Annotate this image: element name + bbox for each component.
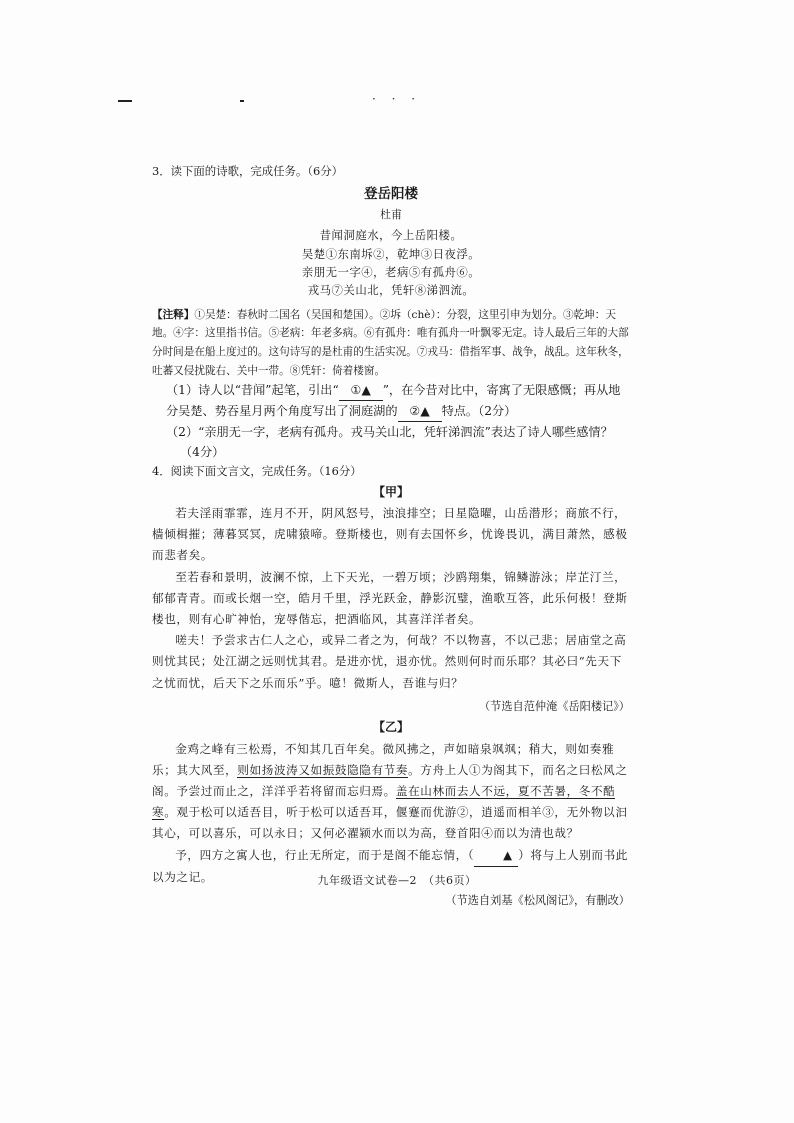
- exam-content: [152, 162, 630, 911]
- section-yi-mark: 【乙】: [372, 720, 409, 735]
- scan-dots: · · ·: [372, 92, 422, 106]
- question-3-2: （2）“亲朋无一字，老病有孤舟。戎马关山北，凭轩涕泗流”表达了诗人哪些感情？: [166, 425, 613, 440]
- question-text: （1）诗人以“昔闻”起笔，引出“: [166, 383, 339, 398]
- question-3-heading: 3．读下面的诗歌，完成任务。（6分）: [152, 164, 344, 178]
- poem-line: 吴楚①东南坼②，乾坤③日夜浮。: [301, 246, 481, 261]
- scan-mark: [118, 100, 132, 102]
- notes-text: ①吴楚：春秋时二国名（吴国和楚国）。②坼（chè）：分裂，这里引申为划分。③乾坤：天地。④字：这里指书信。⑤老病：年老多病。⑥有孤舟：唯有孤舟一叶飘零无定。诗人最后三年的大部分时间是在船上度过的。这句诗写的是杜甫的生活实况。⑦戎马：借指军事、战争，战乱。这年秋冬，吐蕃又侵扰陇右、关中一带。⑧凭轩：倚着楼窗。: [152, 308, 629, 377]
- poem-title: 登岳阳楼: [364, 186, 418, 203]
- poem-author: 杜甫: [380, 207, 402, 221]
- yi-source: （节选自刘基《松风阁记》，有删改）: [445, 894, 630, 908]
- underlined-sentence-2: 盖在山林而去人不远，夏不苦暑，冬不酷寒: [152, 784, 616, 820]
- jia-source: （节选自范仲淹《岳阳楼记》）: [478, 699, 630, 713]
- poem-notes: [152, 306, 630, 380]
- answer-blank-3[interactable]: ▲: [474, 845, 518, 867]
- answer-blank-2[interactable]: ②▲: [398, 401, 442, 422]
- poem-line: 亲朋无一字④，老病⑤有孤舟⑥。: [301, 265, 481, 280]
- section-jia-mark: 【甲】: [372, 484, 409, 499]
- question-text: 特点。（2分）: [441, 404, 517, 419]
- question-3-1: [152, 380, 630, 422]
- poem-line: 戎马⑦关山北，凭轩⑧涕泗流。: [307, 283, 475, 298]
- question-3-2-score: （4分）: [180, 445, 225, 460]
- passage-text: 。方舟上人①为阁其下，而名之曰松风之阁。予尝过而止之，洋洋乎若将留而忘归焉。: [152, 762, 628, 799]
- yi-paragraph-1: [152, 739, 630, 845]
- passage-text: 。观于松可以适吾目，听于松可以适吾耳，偃蹇而优游②，逍遥而相羊③，无外物以汩其心，可以喜乐，可以永日；又何必濯颍水而以为高，登首阳④而以为清也哉？: [152, 805, 628, 841]
- passage-text: ）将与上人别而书此以为之记。: [152, 847, 628, 884]
- scan-mark: [240, 100, 244, 102]
- question-text: ”，在今昔对比中，寄寓了无限感慨；再从地分吴楚、势吞星月两个角度写出了洞庭湖的: [166, 383, 621, 419]
- question-4-heading: 4．阅读下面文言文，完成任务。（16分）: [152, 464, 362, 479]
- poem-line: 昔闻洞庭水，今上岳阳楼。: [319, 228, 463, 243]
- jia-paragraph: 嗟夫！予尝求古仁人之心，或异二者之为，何哉？不以物喜，不以己悲；居庙堂之高则忧其民；处江湖之远则忧其君。是进亦忧，退亦忧。然则何时而乐耶？其必曰“先天下之忧而忧，后天下之乐而乐”乎。噫！微斯人，吾谁与归？: [152, 633, 627, 690]
- passage-text: 予，四方之寓人也，行止无所定，而于是阁不能忘情，（: [175, 847, 475, 862]
- answer-blank-1[interactable]: ①▲: [339, 380, 383, 401]
- underlined-sentence-1: 则如扬波涛又如振鼓隐隐有节奏: [237, 762, 409, 777]
- jia-paragraph: 若夫淫雨霏霏，连月不开，阴风怒号，浊浪排空；日星隐曜，山岳潜形；商旅不行，樯倾楫摧；薄暮冥冥，虎啸猿啼。登斯楼也，则有去国怀乡，忧谗畏讥，满目萧然，感极而悲者矣。: [152, 506, 628, 563]
- passage-text: 金鸡之峰有三松焉，不知其几百年矣。微风拂之，声如暗泉飒飒；稍大，则如奏雅乐；其大风至，: [152, 741, 615, 777]
- jia-paragraph: 至若春和景明，波澜不惊，上下天光，一碧万顷；沙鸥翔集，锦鳞游泳；岸芷汀兰，郁郁青青。而或长烟一空，皓月千里，浮光跃金，静影沉璧，渔歌互答，此乐何极！登斯楼也，则有心旷神怡，宠辱偕忘，把酒临风，其喜洋洋者矣。: [152, 569, 628, 627]
- page-footer: 九年级语文试卷—2 （共6页）: [317, 874, 477, 887]
- notes-label: 【注释】: [152, 308, 195, 321]
